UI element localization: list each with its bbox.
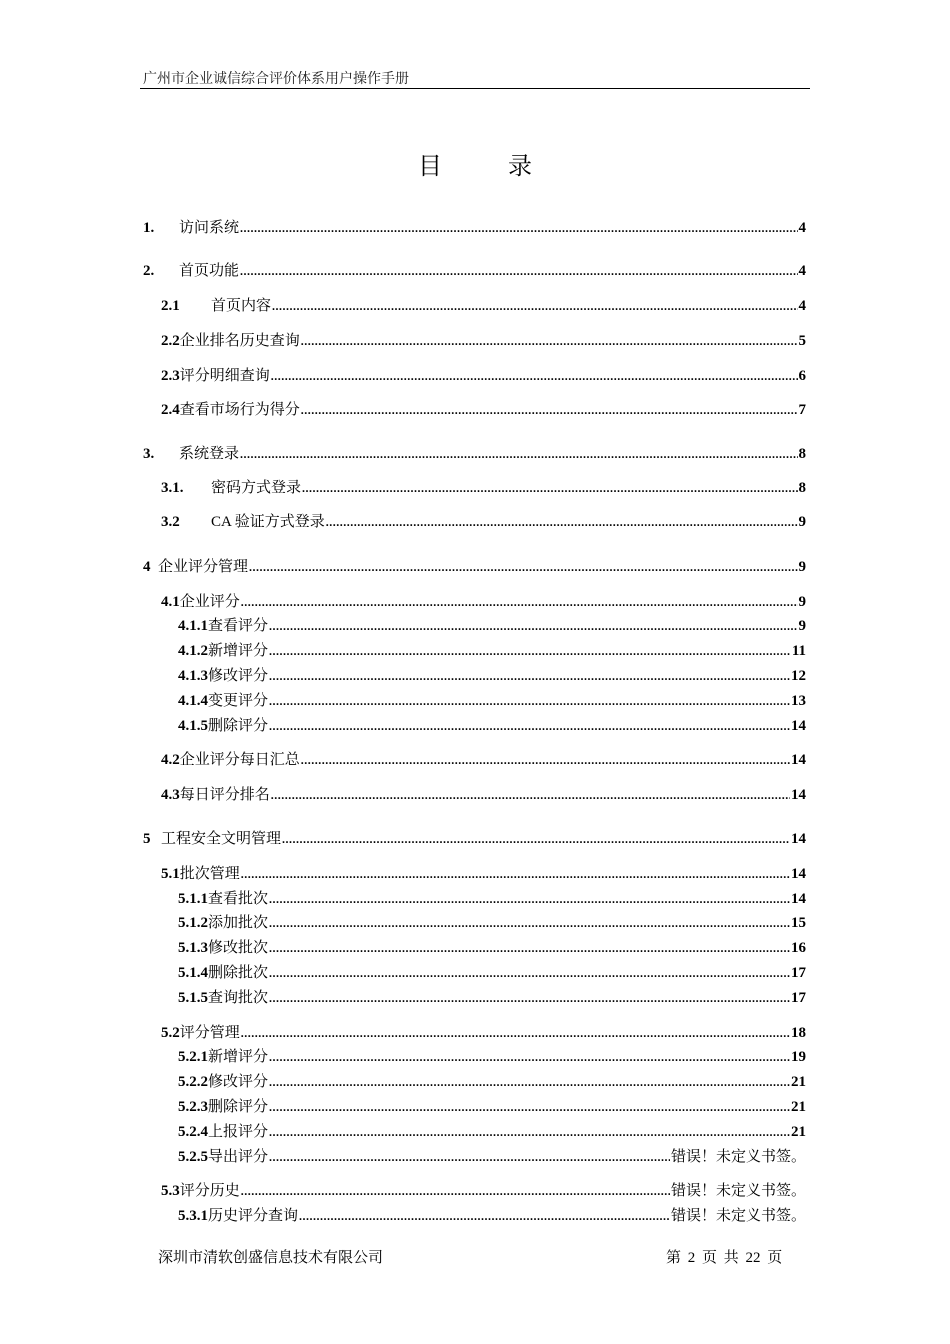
toc-leader — [301, 750, 790, 770]
toc-entry-page: 8 — [798, 480, 806, 496]
toc-entry-number: 2.3 — [161, 368, 180, 384]
toc-entry-page: 错误！未定义书签。 — [670, 1208, 806, 1224]
toc-leader — [269, 1122, 790, 1142]
toc-leader — [269, 616, 797, 636]
toc-entry[interactable] — [161, 296, 806, 316]
toc-entry-page: 13 — [791, 693, 806, 709]
toc-leader — [269, 889, 790, 909]
toc-entry[interactable] — [178, 1206, 806, 1226]
toc-entry-page: 14 — [791, 866, 806, 882]
toc-entry-number: 5.2.1 — [178, 1049, 208, 1065]
toc-entry-label: 导出评分 — [208, 1149, 269, 1165]
toc-entry-number: 1. — [143, 220, 155, 236]
toc-entry-number: 4.1 — [161, 594, 180, 610]
toc-entry-label: 评分明细查询 — [179, 368, 270, 384]
toc-entry-label: CA 验证方式登录 — [211, 514, 325, 530]
toc-entry-page: 14 — [791, 718, 806, 734]
toc-entry[interactable] — [143, 261, 806, 281]
toc-entry-label: 企业排名历史查询 — [179, 333, 300, 349]
toc-leader — [269, 1072, 790, 1092]
toc-entry-page: 18 — [791, 1025, 806, 1041]
toc-entry-label: 添加批次 — [208, 915, 269, 931]
toc-entry[interactable] — [161, 1181, 806, 1201]
toc-entry-number: 5.1.5 — [178, 990, 208, 1006]
toc-entry[interactable] — [143, 218, 806, 238]
toc-leader — [282, 829, 790, 849]
toc-entry-number: 5.3.1 — [178, 1208, 208, 1224]
toc-leader — [269, 1047, 790, 1067]
toc-entry-label: 查看批次 — [208, 891, 269, 907]
toc-leader — [269, 1147, 670, 1167]
toc-entry-number: 5.2 — [161, 1025, 180, 1041]
toc-entry-number: 5.1.3 — [178, 940, 208, 956]
running-header: 广州市企业诚信综合评价体系用户操作手册 — [143, 72, 409, 87]
toc-entry-number: 5.3 — [161, 1183, 180, 1199]
toc-leader — [272, 296, 797, 316]
toc-entry-page: 11 — [791, 643, 806, 659]
toc-entry-page: 12 — [791, 668, 806, 684]
toc-entry-number: 2.4 — [161, 402, 180, 418]
toc-entry-page: 21 — [791, 1099, 806, 1115]
toc-entry-number: 4 — [143, 559, 151, 575]
toc-entry[interactable] — [178, 963, 806, 983]
toc-entry-label: 变更评分 — [208, 693, 269, 709]
toc-leader — [241, 1023, 790, 1043]
toc-entry-page: 21 — [791, 1074, 806, 1090]
toc-entry-number: 3.1. — [161, 480, 184, 496]
header-rule — [140, 88, 810, 89]
toc-entry[interactable] — [161, 366, 806, 386]
toc-entry-page: 8 — [798, 446, 806, 462]
toc-entry-label: 删除批次 — [208, 965, 269, 981]
toc-entry-number: 5.1 — [161, 866, 180, 882]
toc-entry-number: 5.2.3 — [178, 1099, 208, 1115]
toc-leader — [249, 557, 797, 577]
toc-entry-page: 错误！未定义书签。 — [670, 1183, 806, 1199]
toc-entry-label: 批次管理 — [179, 866, 240, 882]
toc-entry-label: 系统登录 — [179, 446, 240, 462]
toc-entry[interactable] — [161, 400, 806, 420]
toc-entry[interactable] — [178, 1122, 806, 1142]
toc-entry-number: 2.2 — [161, 333, 180, 349]
toc-leader — [301, 331, 798, 351]
toc-entry-page: 4 — [798, 263, 806, 279]
toc-leader — [240, 261, 797, 281]
toc-entry[interactable] — [161, 592, 806, 612]
toc-leader — [302, 478, 797, 498]
toc-entry-number: 5 — [143, 831, 151, 847]
toc-entry-label: 查询批次 — [208, 990, 269, 1006]
toc-entry-label: 上报评分 — [208, 1124, 269, 1140]
toc-leader — [271, 785, 790, 805]
toc-entry-page: 14 — [791, 831, 806, 847]
toc-entry[interactable] — [161, 864, 806, 884]
toc-entry-page: 7 — [798, 402, 806, 418]
toc-leader — [269, 963, 790, 983]
toc-entry-label: 评分历史 — [179, 1183, 240, 1199]
toc-entry[interactable] — [178, 641, 806, 661]
toc-leader — [269, 691, 790, 711]
toc-entry-label: 查看评分 — [208, 618, 269, 634]
toc-leader — [326, 512, 798, 532]
toc-entry-number: 5.2.2 — [178, 1074, 208, 1090]
toc-entry-label: 新增评分 — [208, 643, 269, 659]
toc-entry[interactable] — [178, 889, 806, 909]
toc-entry-label: 新增评分 — [208, 1049, 269, 1065]
toc-entry-page: 15 — [791, 915, 806, 931]
toc-leader — [269, 988, 790, 1008]
toc-leader — [241, 864, 790, 884]
toc-entry-page: 4 — [798, 298, 806, 314]
toc-entry[interactable] — [178, 666, 806, 686]
toc-leader — [301, 400, 798, 420]
toc-entry-page: 9 — [798, 594, 806, 610]
toc-entry[interactable] — [178, 913, 806, 933]
toc-leader — [269, 716, 790, 736]
toc-leader — [241, 592, 798, 612]
toc-entry[interactable] — [161, 331, 806, 351]
footer-company: 深圳市清软创盛信息技术有限公司 — [158, 1250, 384, 1266]
toc-entry-page: 14 — [791, 891, 806, 907]
toc-leader — [269, 938, 790, 958]
toc-entry-label: 工程安全文明管理 — [161, 831, 282, 847]
toc-entry-number: 3.2 — [161, 514, 180, 530]
toc-entry[interactable] — [178, 1047, 806, 1067]
toc-entry[interactable] — [178, 1072, 806, 1092]
toc-leader — [269, 913, 790, 933]
toc-entry[interactable] — [143, 829, 806, 849]
toc-entry-number: 4.2 — [161, 752, 180, 768]
toc-entry[interactable] — [161, 1023, 806, 1043]
toc-entry-label: 访问系统 — [179, 220, 240, 236]
toc-entry-page: 17 — [791, 965, 806, 981]
toc-leader — [269, 641, 791, 661]
toc-entry[interactable] — [143, 444, 806, 464]
toc-entry-page: 5 — [798, 333, 806, 349]
toc-entry-number: 3. — [143, 446, 155, 462]
toc-entry-label: 企业评分每日汇总 — [179, 752, 300, 768]
toc-entry-number: 4.1.3 — [178, 668, 208, 684]
toc-entry-page: 14 — [791, 787, 806, 803]
toc-entry-label: 企业评分管理 — [158, 559, 249, 575]
toc-title: 目 录 — [418, 154, 562, 180]
toc-leader — [269, 666, 790, 686]
toc-entry-number: 4.1.5 — [178, 718, 208, 734]
toc-entry-label: 修改批次 — [208, 940, 269, 956]
toc-entry-label: 每日评分排名 — [179, 787, 270, 803]
toc-entry-number: 4.3 — [161, 787, 180, 803]
toc-entry-label: 首页内容 — [211, 298, 272, 314]
toc-entry-label: 企业评分 — [179, 594, 240, 610]
toc-entry-label: 评分管理 — [179, 1025, 240, 1041]
toc-entry-page: 16 — [791, 940, 806, 956]
toc-leader — [271, 366, 798, 386]
toc-entry-page: 9 — [798, 618, 806, 634]
toc-entry-page: 19 — [791, 1049, 806, 1065]
toc-entry-page: 9 — [798, 559, 806, 575]
toc-entry-number: 5.1.1 — [178, 891, 208, 907]
toc-leader — [269, 1097, 790, 1117]
toc-entry-number: 5.1.4 — [178, 965, 208, 981]
toc-entry-number: 2.1 — [161, 298, 180, 314]
toc-entry-label: 首页功能 — [179, 263, 240, 279]
toc-entry[interactable] — [178, 691, 806, 711]
toc-entry-label: 删除评分 — [208, 718, 269, 734]
toc-leader — [299, 1206, 670, 1226]
toc-entry-label: 修改评分 — [208, 1074, 269, 1090]
toc-entry-page: 9 — [798, 514, 806, 530]
toc-entry[interactable] — [161, 512, 806, 532]
toc-entry-page: 21 — [791, 1124, 806, 1140]
toc-entry-label: 删除评分 — [208, 1099, 269, 1115]
toc-entry[interactable] — [161, 785, 806, 805]
toc-entry[interactable] — [161, 478, 806, 498]
toc-entry-label: 历史评分查询 — [208, 1208, 299, 1224]
toc-entry-label: 查看市场行为得分 — [179, 402, 300, 418]
toc-entry[interactable] — [178, 988, 806, 1008]
toc-entry[interactable] — [178, 716, 806, 736]
toc-leader — [240, 444, 797, 464]
toc-entry-number: 5.2.5 — [178, 1149, 208, 1165]
toc-leader — [240, 218, 797, 238]
toc-entry[interactable] — [178, 616, 806, 636]
toc-entry-page: 17 — [791, 990, 806, 1006]
toc-entry-page: 6 — [798, 368, 806, 384]
toc-entry[interactable] — [161, 750, 806, 770]
toc-entry-number: 4.1.4 — [178, 693, 208, 709]
toc-entry-page: 4 — [798, 220, 806, 236]
toc-entry-page: 错误！未定义书签。 — [670, 1149, 806, 1165]
footer-page-info: 第 2 页 共 22 页 — [666, 1250, 783, 1266]
toc-entry[interactable] — [143, 557, 806, 577]
toc-leader — [241, 1181, 670, 1201]
toc-entry-number: 4.1.2 — [178, 643, 208, 659]
toc-entry-label: 密码方式登录 — [211, 480, 302, 496]
toc-entry-label: 修改评分 — [208, 668, 269, 684]
toc-entry[interactable] — [178, 1147, 806, 1167]
toc-entry[interactable] — [178, 1097, 806, 1117]
toc-entry-page: 14 — [791, 752, 806, 768]
toc-entry-number: 5.2.4 — [178, 1124, 208, 1140]
toc-entry-number: 5.1.2 — [178, 915, 208, 931]
toc-entry-number: 2. — [143, 263, 155, 279]
toc-entry-number: 4.1.1 — [178, 618, 208, 634]
toc-entry[interactable] — [178, 938, 806, 958]
